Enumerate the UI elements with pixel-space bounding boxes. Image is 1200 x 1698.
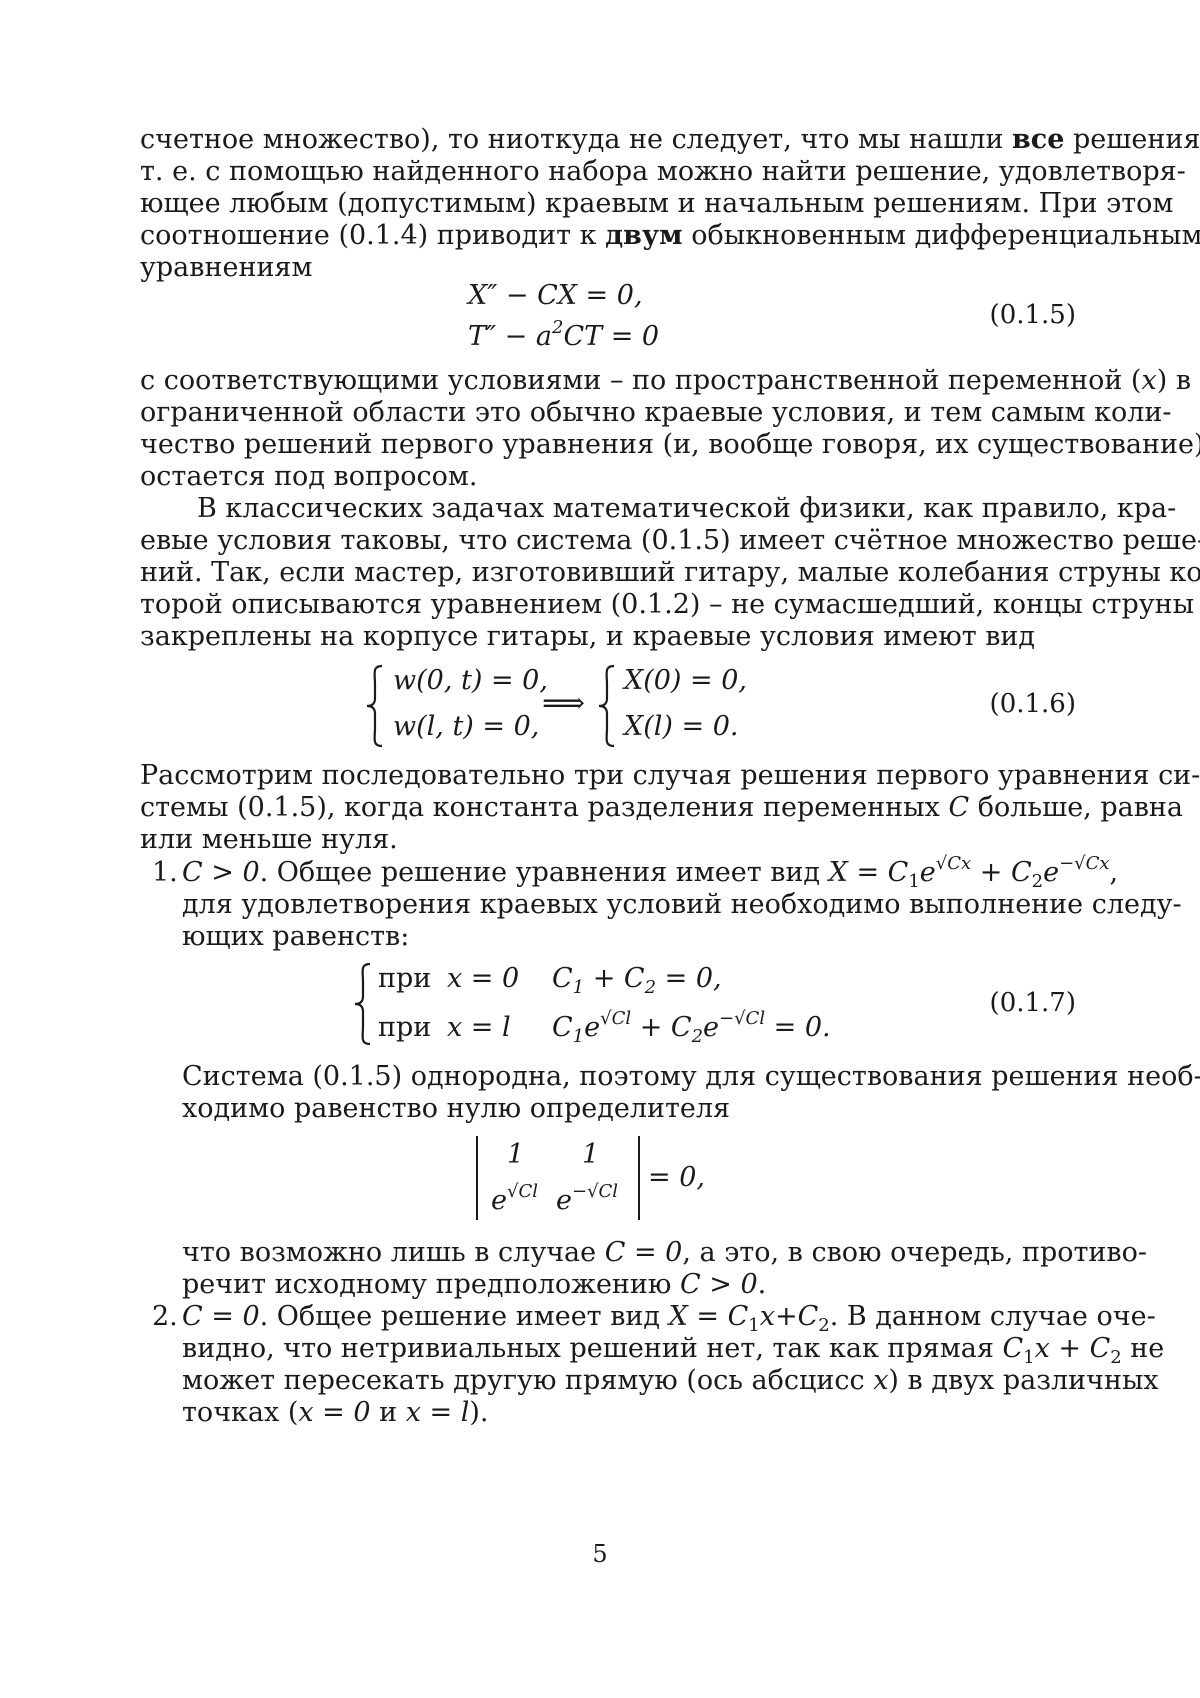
p2-line3: чество решений первого уравнения (и, вообще говоря, их существование) <box>140 428 1076 462</box>
p3-line2: евые условия таковы, что система (0.1.5) имеет счётное множество реше- <box>140 524 1076 558</box>
p1-line5: уравнениям <box>140 251 1076 285</box>
p1-line1: счетное множество), то ниоткуда не следует, что мы нашли все решения, <box>140 123 1076 157</box>
eq016-right2: X(l) = 0. <box>624 710 738 744</box>
document-page <box>0 0 1200 1698</box>
left-brace-icon <box>364 664 386 748</box>
eq017-pri2: при <box>378 1011 431 1045</box>
item2-line1: C = 0. Общее решение имеет вид X = C1x+C2. В данном случае оче- <box>182 1300 1076 1334</box>
item2-number: 2. <box>152 1300 178 1334</box>
eq017-row2: C1e√Cl + C2e−√Cl = 0. <box>552 1011 831 1045</box>
p1-line4: соотношение (0.1.4) приводит к двум обыкновенным дифференциальным <box>140 219 1076 253</box>
p4-line1: Рассмотрим последовательно три случая решения первого уравнения си- <box>140 759 1076 793</box>
p2-line4: остается под вопросом. <box>140 460 1076 494</box>
page-number: 5 <box>0 1540 1200 1568</box>
p3-line1: В классических задачах математической физики, как правило, кра- <box>197 492 1076 526</box>
p4-line3: или меньше нуля. <box>140 823 1076 857</box>
det-a21: e√Cl <box>491 1184 538 1218</box>
eq017-cond2: x = l <box>447 1011 511 1045</box>
det-a11: 1 <box>507 1138 524 1172</box>
left-brace-icon <box>352 962 374 1046</box>
item1-line2: для удовлетворения краевых условий необходимо выполнение следу- <box>182 888 1076 922</box>
item2-line3: может пересекать другую прямую (ось абсцисс x) в двух различных <box>182 1364 1076 1398</box>
eq015-line1: X″ − CX = 0, <box>468 279 643 313</box>
p6-line1: что возможно лишь в случае C = 0, а это, в свою очередь, противо- <box>182 1236 1076 1270</box>
p5-line2: ходимо равенство нулю определителя <box>182 1092 1076 1126</box>
item1-number: 1. <box>152 856 178 890</box>
eq015-number: (0.1.5) <box>990 298 1076 332</box>
det-a22: e−√Cl <box>556 1184 618 1218</box>
p5-line1: Система (0.1.5) однородна, поэтому для существования решения необ- <box>182 1060 1076 1094</box>
det-a12: 1 <box>582 1138 599 1172</box>
p6-line2: речит исходному предположению C > 0. <box>182 1268 1076 1302</box>
eq017-pri1: при <box>378 962 431 996</box>
right-brace-icon <box>596 664 618 748</box>
p1-line2: т. е. с помощью найденного набора можно найти решение, удовлетворя- <box>140 155 1076 189</box>
p2-line2: ограниченной области это обычно краевые условия, и тем самым коли- <box>140 396 1076 430</box>
item2-line2: видно, что нетривиальных решений нет, так как прямая C1x + C2 не <box>182 1332 1076 1366</box>
item1-line1: C > 0. Общее решение уравнения имеет вид X = C1e√Cx + C2e−√Cx, <box>182 856 1076 890</box>
eq016-left2: w(l, t) = 0, <box>393 710 539 744</box>
p2-line1: с соответствующими условиями – по пространственной переменной (x) в <box>140 364 1076 398</box>
eq016-number: (0.1.6) <box>990 687 1076 721</box>
p4-line2: стемы (0.1.5), когда константа разделения переменных C больше, равна <box>140 791 1076 825</box>
p3-line5: закреплены на корпусе гитары, и краевые условия имеют вид <box>140 620 1076 654</box>
eq016-left1: w(0, t) = 0, <box>393 664 548 698</box>
eq017-number: (0.1.7) <box>990 986 1076 1020</box>
eq017-cond1: x = 0 <box>447 962 519 996</box>
implies-arrow: ⟹ <box>542 687 585 721</box>
det-rhs: = 0, <box>648 1161 705 1195</box>
p3-line4: торой описываются уравнением (0.1.2) – не сумасшедший, концы струны <box>140 588 1076 622</box>
item1-line3: ющих равенств: <box>182 920 1076 954</box>
eq015-line2: T″ − a2CT = 0 <box>468 320 659 354</box>
p3-line3: ний. Так, если мастер, изготовивший гитару, малые колебания струны ко- <box>140 556 1076 590</box>
eq016-right1: X(0) = 0, <box>624 664 747 698</box>
item2-line4: точках (x = 0 и x = l). <box>182 1396 1076 1430</box>
p1-line3: ющее любым (допустимым) краевым и начальным решениям. При этом <box>140 187 1076 221</box>
eq017-row1: C1 + C2 = 0, <box>552 962 722 996</box>
